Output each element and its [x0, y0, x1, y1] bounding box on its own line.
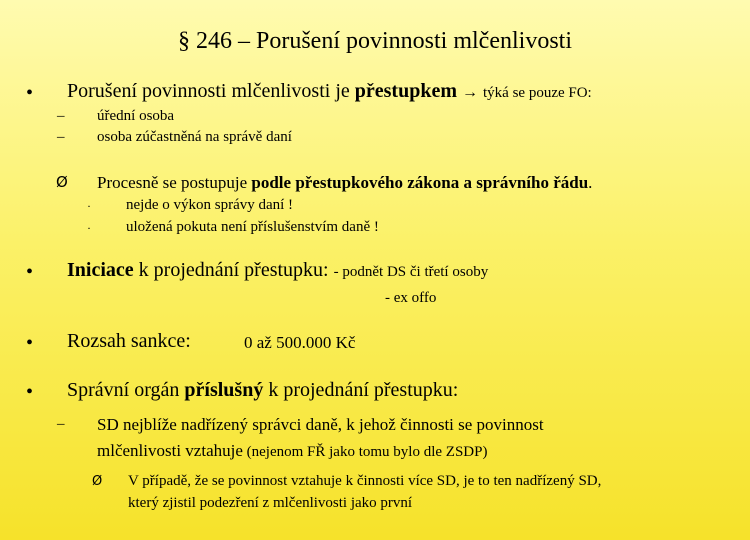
bullet-4-sub-line-2b: (nejenom FŘ jako tomu bylo dle ZSDP)	[242, 444, 488, 460]
procedure-bold: podle přestupkového zákona a správního řádu	[251, 173, 589, 192]
arrow-right-icon: →	[462, 84, 478, 101]
bullet-icon: •	[26, 261, 34, 283]
bullet-1-bold: přestupkem	[354, 80, 457, 102]
bullet-4-arrow-line-2: který zjistil podezření z mlčenlivosti jako první	[128, 495, 413, 511]
procedure-lead: Procesně se postupuje	[97, 173, 252, 192]
bullet-4-sub-line-2a: mlčenlivosti vztahuje	[97, 441, 243, 460]
dot-icon: ·	[87, 221, 91, 235]
bullet-4-arrow-line-1: V případě, že se povinnost vztahuje k činnosti více SD, je to ten nadřízený SD,	[128, 473, 602, 489]
dash-icon: –	[57, 416, 65, 432]
bullet-4-text	[67, 379, 458, 402]
bullet-2-bold: Iniciace	[67, 259, 134, 281]
arrow-bullet-icon: Ø	[56, 173, 68, 191]
procedure-end: .	[588, 173, 593, 192]
bullet-2-tail-2: - ex offo	[385, 290, 437, 306]
bullet-4-bold: příslušný	[184, 379, 264, 401]
bullet-2-tail-1: - podnět DS či třetí osoby	[333, 264, 489, 280]
arrow-bullet-icon: Ø	[92, 474, 103, 489]
sub-item-2: osoba zúčastněná na správě daní	[97, 129, 292, 145]
bullet-1-tail: týká se pouze FO:	[483, 85, 592, 101]
dash-icon: –	[57, 129, 65, 145]
bullet-4-lead: Správní orgán	[67, 379, 185, 401]
bullet-4-sub-line-2	[97, 441, 487, 461]
bullet-4-tail: k projednání přestupku:	[263, 379, 459, 401]
procedure-sub-2: uložená pokuta není příslušenstvím daně !	[126, 219, 379, 235]
bullet-2-lead: k projednání přestupku:	[133, 259, 329, 281]
procedure-text	[97, 173, 592, 193]
sub-item-1: úřední osoba	[97, 108, 175, 124]
bullet-2-text	[67, 259, 488, 282]
dash-icon: –	[57, 108, 65, 124]
bullet-1-lead: Porušení povinnosti mlčenlivosti je	[67, 80, 355, 102]
bullet-icon: •	[26, 332, 34, 354]
bullet-3-value: 0 až 500.000 Kč	[244, 333, 356, 352]
dot-icon: ·	[87, 199, 91, 213]
bullet-1-text	[67, 80, 592, 103]
bullet-icon: •	[26, 381, 34, 403]
bullet-icon: •	[26, 82, 34, 104]
bullet-4-sub-line-1: SD nejblíže nadřízený správci daně, k jehož činnosti se povinnost	[97, 415, 544, 434]
procedure-sub-1: nejde o výkon správy daní !	[126, 197, 294, 213]
bullet-3-label: Rozsah sankce:	[67, 330, 191, 352]
slide-title: § 246 – Porušení povinnosti mlčenlivosti	[178, 28, 572, 54]
